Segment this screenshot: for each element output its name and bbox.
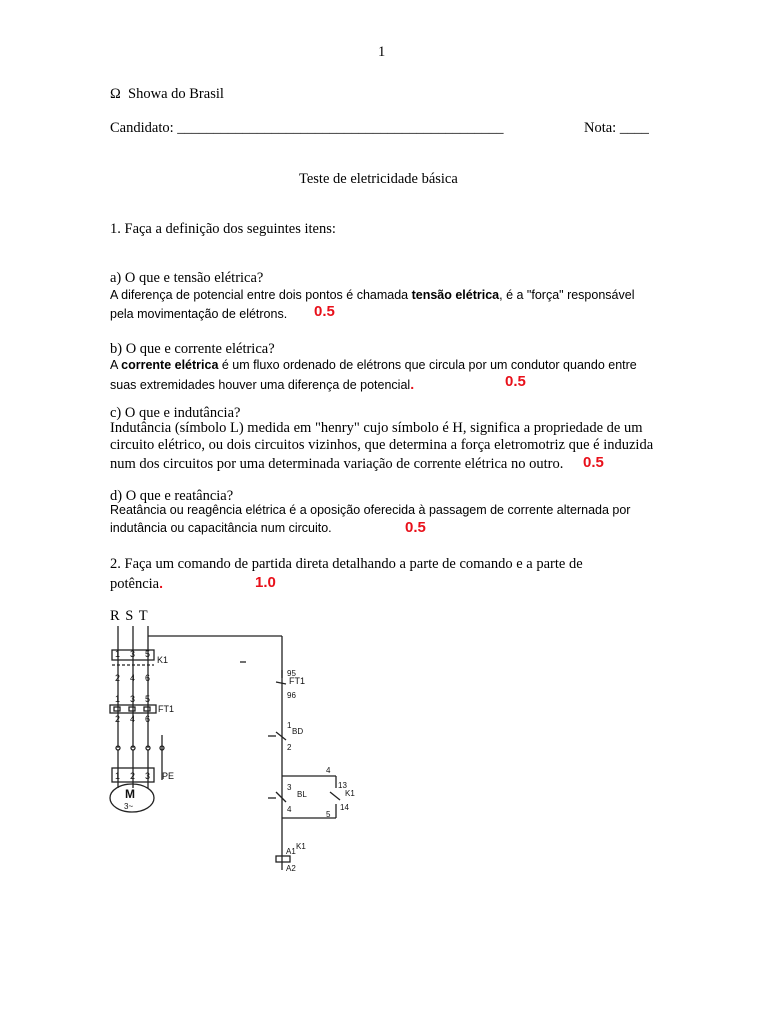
answer-a-text-end: , é a "força" responsável [499,288,635,302]
answer-b-line2-text: suas extremidades houver uma diferença de potencial [110,378,411,392]
section2-red-dot: . [159,575,164,591]
answer-a-line2: pela movimentação de elétrons. [110,307,288,321]
bd-label: BD [292,727,304,736]
bd-contact-blade [276,732,286,740]
k1-power-label: K1 [157,655,169,665]
ft1-contact-96: 96 [287,691,296,700]
section2-title-line1: 2. Faça um comando de partida direta detalhando a parte de comando e a parte de [110,556,583,572]
control-labels [286,669,355,873]
ft1-element-3 [144,707,150,711]
ft1-top-1: 1 [115,694,121,704]
ft1-bot-6: 6 [145,714,151,724]
answer-c-line1: Indutância (símbolo L) medida em "henry" cujo símbolo é H, significa a propriedade de um [110,420,643,436]
k1-top-3: 3 [130,649,136,659]
answer-b-text: A [110,358,122,372]
answer-a-text: A diferença de potencial entre dois pontos é chamada [110,288,412,302]
bd-terminal-2: 2 [287,743,292,752]
company-name: Showa do Brasil [128,86,224,102]
electrical-diagram [100,620,360,895]
k1-seal-label: K1 [345,789,355,798]
answer-c-line3: num dos circuitos por uma determinada variação de corrente elétrica no outro. [110,456,564,472]
question-b: b) O que e corrente elétrica? [110,341,275,357]
company-header [110,86,224,103]
ft1-element-2 [129,707,135,711]
k1-coil-label: K1 [296,842,306,851]
answer-d-line1: Reatância ou reagência elétrica é a oposição oferecida à passagem de corrente alternada por [110,503,631,517]
test-title: Teste de eletricidade básica [299,171,458,187]
score-b: 0.5 [505,373,526,390]
wire-mark-5: 5 [326,810,331,819]
ft1-element-1 [114,707,120,711]
ft1-power-label: FT1 [158,704,175,714]
k1-bot-4: 4 [130,673,136,683]
ft1-bot-4: 4 [130,714,136,724]
ft1-contact-95: 95 [287,669,296,678]
section1-title: 1. Faça a definição dos seguintes itens: [110,221,336,237]
k1-seal-14: 14 [340,803,349,812]
candidate-field: Candidato: _____________________________________________ [110,120,504,136]
motor-term-2: 2 [130,771,136,781]
score-a: 0.5 [314,303,335,320]
bd-terminal-1: 1 [287,721,292,730]
answer-b-red-dot: . [410,376,415,392]
omega-logo-icon: Ω [110,86,121,102]
grade-field: Nota: ____ [584,120,649,136]
bl-terminal-4: 4 [287,805,292,814]
answer-b-line1 [110,358,637,372]
k1-top-1: 1 [115,649,121,659]
motor-term-1: 1 [115,771,121,781]
answer-b-term: corrente elétrica [121,358,219,372]
ft1-contact-label: FT1 [289,676,306,686]
section2-title-line2 [110,575,163,593]
question-a: a) O que e tensão elétrica? [110,270,264,286]
motor-phase-label: 3~ [124,802,134,811]
k1-coil-symbol [276,856,290,862]
answer-b-text-end: é um fluxo ordenado de elétrons que circula por um condutor quando entre [218,358,637,372]
k1-seal-blade [330,792,340,800]
ft1-top-3: 3 [130,694,136,704]
answer-d-line2: indutância ou capacitância num circuito. [110,521,332,535]
bl-label: BL [297,790,307,799]
page-number: 1 [378,44,386,60]
question-c: c) O que e indutância? [110,405,241,421]
answer-c-line2: circuito elétrico, ou dois circuitos vizinhos, que determina a força eletromotriz que é induzida [110,437,654,453]
wire-mark-4: 4 [326,766,331,775]
ft1-bot-2: 2 [115,714,121,724]
bl-terminal-3: 3 [287,783,292,792]
ft1-top-5: 5 [145,694,151,704]
motor-term-3: 3 [145,771,151,781]
score-d: 0.5 [405,519,426,536]
answer-a-line1 [110,288,634,302]
power-circuit [110,626,282,870]
pe-label: PE [162,771,175,781]
phase-labels: R S T [110,608,149,624]
k1-bot-2: 2 [115,673,121,683]
section2-title-text: potência [110,576,160,592]
answer-a-term: tensão elétrica [411,288,500,302]
k1-top-5: 5 [145,649,151,659]
bl-contact-blade [276,792,286,802]
k1-bot-6: 6 [145,673,151,683]
motor-label: M [125,787,135,801]
score-c: 0.5 [583,454,604,471]
k1-coil-a1: A1 [286,847,296,856]
question-d: d) O que e reatância? [110,488,234,504]
k1-coil-a2: A2 [286,864,296,873]
answer-b-line2 [110,376,414,392]
k1-seal-13: 13 [338,781,347,790]
score-2: 1.0 [255,574,276,591]
ft1-contact-blade [276,682,286,684]
